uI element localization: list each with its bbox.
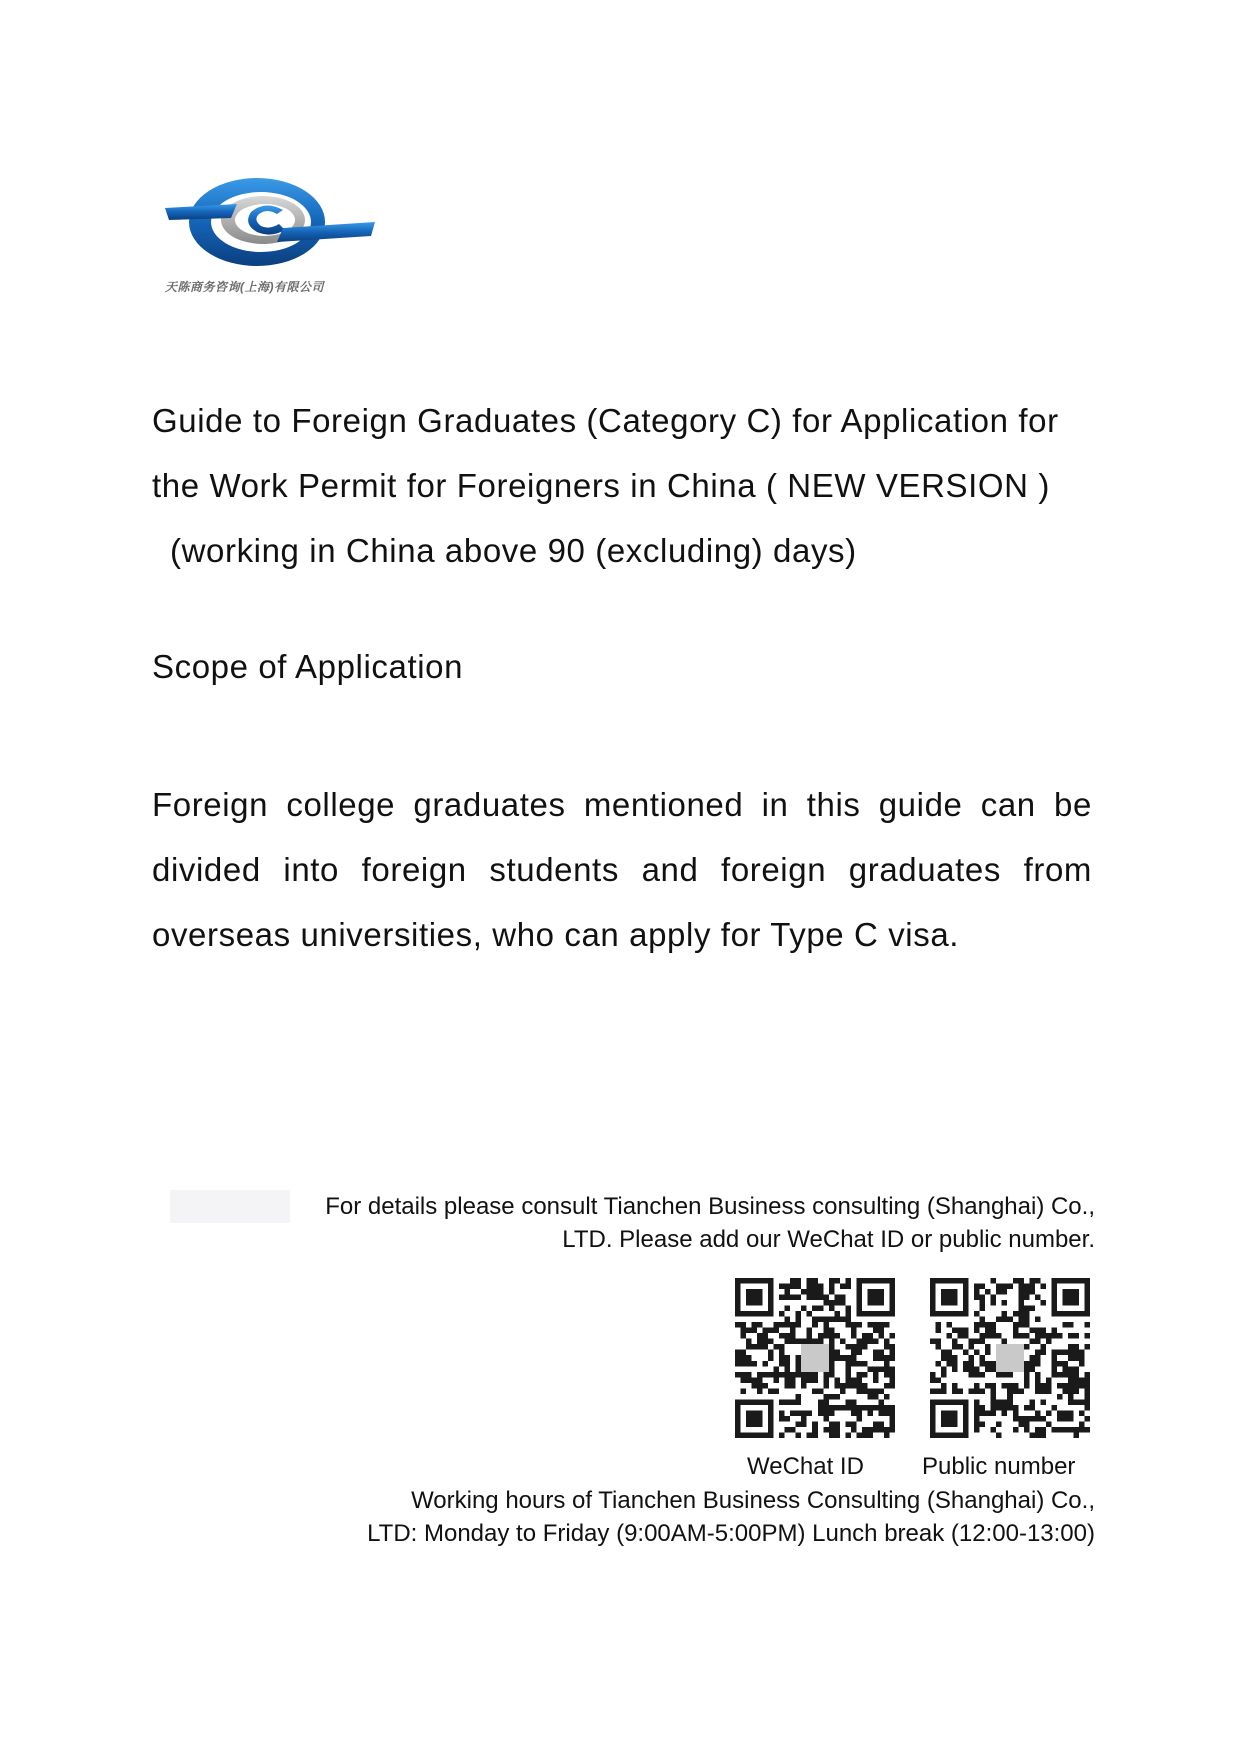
wechat-id-label: WeChat ID (747, 1453, 864, 1480)
body-line-1-word: be (1054, 786, 1092, 823)
body-line-2-word: graduates (848, 851, 1001, 888)
body-line-1-word: in (761, 786, 789, 823)
hours-line-2: LTD: Monday to Friday (9:00AM-5:00PM) Lunch break (12:00-13:00) (367, 1520, 1095, 1547)
contact-line-1: For details please consult Tianchen Business consulting (Shanghai) Co., (170, 1190, 1095, 1223)
body-line-2-word: students (489, 851, 619, 888)
body-line-2-word: divided (152, 851, 261, 888)
body-line-2-word: foreign (361, 851, 467, 888)
body-line-1-word: college (286, 786, 396, 823)
body-line-2-word: foreign (721, 851, 827, 888)
body-line-1-word: graduates (413, 786, 566, 823)
wechat-qr-code-icon (735, 1278, 895, 1438)
body-line-2-word: from (1023, 851, 1092, 888)
qr-code-row (735, 1278, 1095, 1438)
body-paragraph (152, 772, 1092, 967)
public-number-label: Public number (922, 1453, 1076, 1480)
body-line-1-word: guide (878, 786, 963, 823)
contact-line-2: LTD. Please add our WeChat ID or public number. (562, 1226, 1095, 1253)
title-line-2: the Work Permit for Foreigners in China ( NEW VERSION ) (152, 467, 1050, 504)
public-number-qr-code-icon (930, 1278, 1090, 1438)
logo-mark-icon (165, 170, 375, 280)
document-title (152, 388, 1092, 583)
body-line-2 (152, 837, 1092, 902)
contact-info (170, 1190, 1095, 1256)
hours-line-1: Working hours of Tianchen Business Consulting (Shanghai) Co., (411, 1487, 1095, 1514)
title-line-3: (working in China above 90 (excluding) days) (170, 532, 857, 569)
body-line-2-word: and (641, 851, 699, 888)
body-line-1-word: mentioned (583, 786, 744, 823)
body-line-1 (152, 772, 1092, 837)
body-line-1-word: this (806, 786, 861, 823)
title-line-1: Guide to Foreign Graduates (Category C) for Application for (152, 402, 1059, 439)
body-line-1-word: can (980, 786, 1036, 823)
working-hours (170, 1484, 1095, 1550)
body-line-1-word: Foreign (152, 786, 269, 823)
company-logo (165, 170, 375, 310)
logo-caption: 天陈商务咨询(上海)有限公司 (165, 280, 324, 294)
section-heading: Scope of Application (152, 648, 464, 685)
body-line-3: overseas universities, who can apply for Type C visa. (152, 916, 960, 953)
body-line-2-word: into (283, 851, 340, 888)
